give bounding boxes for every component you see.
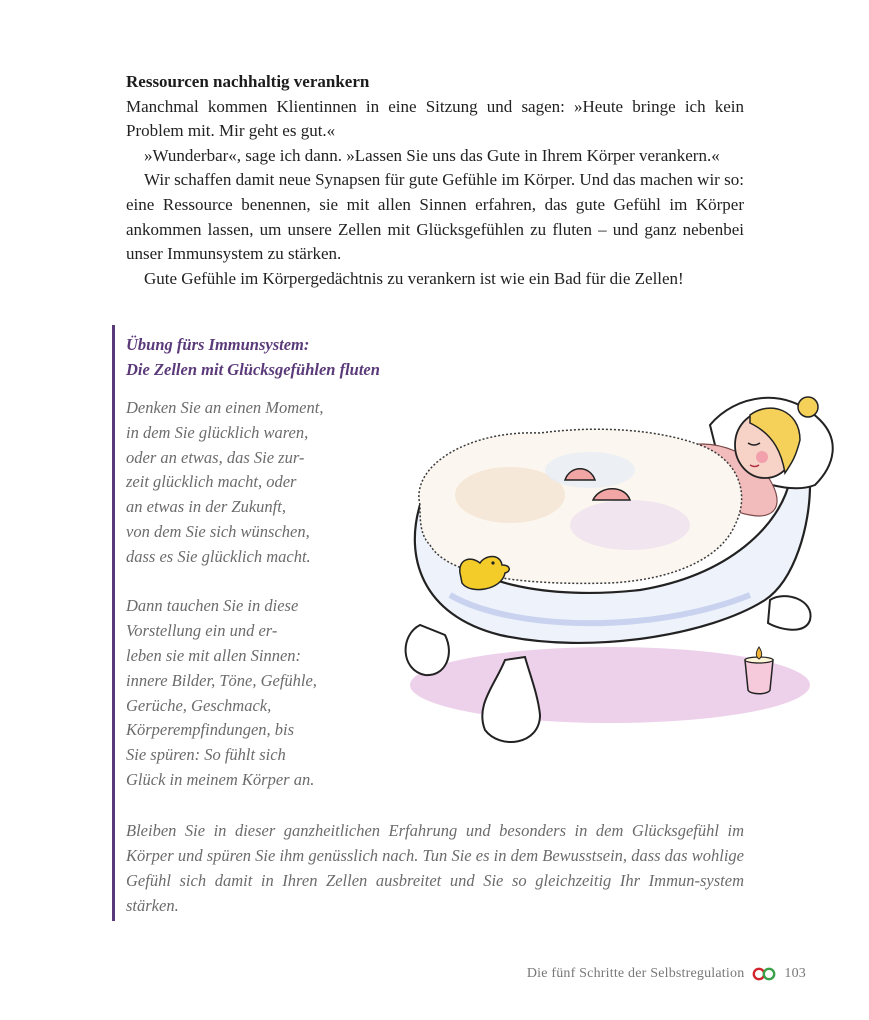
instruction-line: Gerüche, Geschmack, xyxy=(126,695,272,715)
instruction-line: oder an etwas, das Sie zur- xyxy=(126,447,305,467)
intro-paragraph-3: Wir schaffen damit neue Synapsen für gute Gefühle im Körper. Und das machen wir so: eine Ressource benennen, sie mit allen Sinnen erfahren, das gute Gefühl im Körper ankommen lassen, um unsere Zellen mit Glücksgefühlen zu fluten – und ganz nebenbei unser Immunsystem zu stärken. xyxy=(126,170,744,264)
instruction-line: Vorstellung ein und er- xyxy=(126,621,278,641)
exercise-closing-text: Bleiben Sie in dieser ganzheitlichen Erfahrung und besonders in dem Glücksgefühl im Körper und spüren Sie ihm genüsslich nach. Tun Sie es in dem Bewusstsein, dass das wohlige Gefühl sich damit in Ihren Zellen ausbreitet und Sie so gleichzeitig Ihr Immun-system stärken. xyxy=(126,821,744,915)
instruction-line: Sie spüren: So fühlt sich xyxy=(126,745,286,765)
instruction-line: Denken Sie an einen Moment, xyxy=(126,398,324,417)
instruction-line: Dann tauchen Sie in diese xyxy=(126,596,299,616)
intro-paragraph-1: Manchmal kommen Klientinnen in eine Sitzung und sagen: »Heute bringe ich kein Problem mit. Mir geht es gut.« xyxy=(126,96,744,141)
exercise-title-line-2: Die Zellen mit Glücksgefühlen fluten xyxy=(126,360,380,379)
paragraph-gap xyxy=(126,570,376,595)
exercise-instructions xyxy=(126,396,376,793)
bathtub-illustration xyxy=(390,385,845,755)
instruction-line: zeit glücklich macht, oder xyxy=(126,472,297,492)
chapter-title: Die fünf Schritte der Selbstregulation xyxy=(526,966,745,981)
hair-bun xyxy=(798,397,818,417)
page-footer xyxy=(0,963,806,985)
instruction-line: Glück in meinem Körper an. xyxy=(126,769,315,789)
instruction-line: innere Bilder, Töne, Gefühle, xyxy=(126,670,317,690)
instruction-line: von dem Sie sich wünschen, xyxy=(126,521,310,541)
foam-tint xyxy=(545,452,635,488)
section-heading: Ressourcen nachhaltig verankern xyxy=(126,72,370,91)
exercise-title xyxy=(126,332,380,382)
tub-foot-left xyxy=(406,625,449,675)
exercise-accent-bar xyxy=(112,325,115,921)
foam-tint xyxy=(570,500,690,550)
duck-eye xyxy=(491,561,494,564)
candle-glass xyxy=(745,660,773,694)
instruction-line: Körperempfindungen, bis xyxy=(126,720,295,740)
instruction-line: leben sie mit allen Sinnen: xyxy=(126,645,302,665)
instruction-line: dass es Sie glücklich macht. xyxy=(126,546,311,566)
instruction-line: an etwas in der Zukunft, xyxy=(126,497,286,517)
instruction-line: in dem Sie glücklich waren, xyxy=(126,422,309,442)
page-number: 103 xyxy=(784,966,806,981)
exercise-title-line-1: Übung fürs Immunsystem: xyxy=(126,335,310,354)
two-rings-icon xyxy=(752,967,776,981)
intro-section xyxy=(126,70,744,291)
tub-foot-back xyxy=(768,596,811,630)
candle-flame-icon xyxy=(756,647,761,659)
intro-paragraph-4: Gute Gefühle im Körpergedächtnis zu verankern ist wie ein Bad für die Zellen! xyxy=(144,268,684,288)
cheek xyxy=(756,451,768,463)
intro-paragraph-2: »Wunderbar«, sage ich dann. »Lassen Sie uns das Gute in Ihrem Körper verankern.« xyxy=(144,145,720,165)
